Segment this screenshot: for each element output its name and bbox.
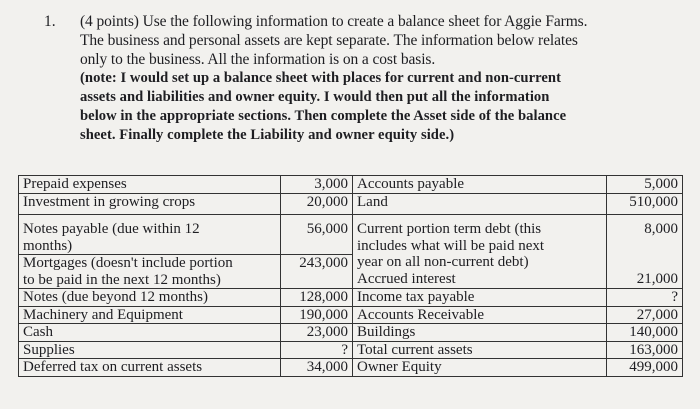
right-label-cell: Accounts Receivable: [353, 306, 607, 324]
right-label-cell: Accounts payable: [353, 176, 607, 194]
table-row: [19, 306, 683, 324]
question-text: [80, 12, 680, 145]
right-label-cell: Land: [353, 193, 607, 215]
right-value-cell: 27,000: [607, 306, 683, 324]
right-value-cell: ?: [607, 289, 683, 307]
table-row: [19, 215, 683, 255]
left-label-cell: Notes (due beyond 12 months): [19, 289, 281, 307]
left-value-cell: 243,000: [281, 255, 353, 289]
right-label-cell: Income tax payable: [353, 289, 607, 307]
right-label-cell: Buildings: [353, 324, 607, 342]
table-row: [19, 176, 683, 194]
left-value-cell: 128,000: [281, 289, 353, 307]
right-value-cell: 140,000: [607, 324, 683, 342]
left-value-cell: 34,000: [281, 359, 353, 377]
table-row: [19, 324, 683, 342]
question-number: 1.: [44, 13, 56, 30]
table-row: [19, 193, 683, 215]
right-label-cell: Current portion term debt (this includes what will be paid next year on all non-current debt) Accrued interest: [353, 215, 607, 289]
right-value-cell: 5,000: [607, 176, 683, 194]
left-value-cell: 23,000: [281, 324, 353, 342]
left-label-cell: Investment in growing crops: [19, 193, 281, 215]
left-label-cell: Mortgages (doesn't include portion to be paid in the next 12 months): [19, 255, 281, 289]
note-line: sheet. Finally complete the Liability and owner equity side.): [80, 127, 455, 143]
note-line: below in the appropriate sections. Then complete the Asset side of the balance: [80, 108, 567, 124]
right-value-cell: 499,000: [607, 359, 683, 377]
table-row: [19, 359, 683, 377]
question-line: The business and personal assets are kept separate. The information below relates: [80, 32, 578, 49]
left-label-cell: Machinery and Equipment: [19, 306, 281, 324]
left-value-cell: 3,000: [281, 176, 353, 194]
question-line: (4 points) Use the following information to create a balance sheet for Aggie Farms.: [80, 13, 588, 30]
left-value-cell: 56,000: [281, 215, 353, 255]
left-label-cell: Prepaid expenses: [19, 176, 281, 194]
question-line: only to the business. All the information is on a cost basis.: [80, 51, 436, 68]
table-row: [19, 289, 683, 307]
right-value-cell: 8,000 21,000: [607, 215, 683, 289]
left-label-cell: Notes payable (due within 12 months): [19, 215, 281, 255]
note-line: assets and liabilities and owner equity. I would then put all the information: [80, 89, 550, 105]
left-label-cell: Deferred tax on current assets: [19, 359, 281, 377]
table-row: [19, 341, 683, 359]
left-value-cell: 20,000: [281, 193, 353, 215]
left-value-cell: 190,000: [281, 306, 353, 324]
left-label-cell: Supplies: [19, 341, 281, 359]
left-value-cell: ?: [281, 341, 353, 359]
left-label-cell: Cash: [19, 324, 281, 342]
right-value-cell: 163,000: [607, 341, 683, 359]
right-label-cell: Total current assets: [353, 341, 607, 359]
right-label-cell: Owner Equity: [353, 359, 607, 377]
right-value-cell: 510,000: [607, 193, 683, 215]
note-line: (note: I would set up a balance sheet with places for current and non-current: [80, 70, 561, 86]
balance-data-table: [18, 175, 683, 377]
